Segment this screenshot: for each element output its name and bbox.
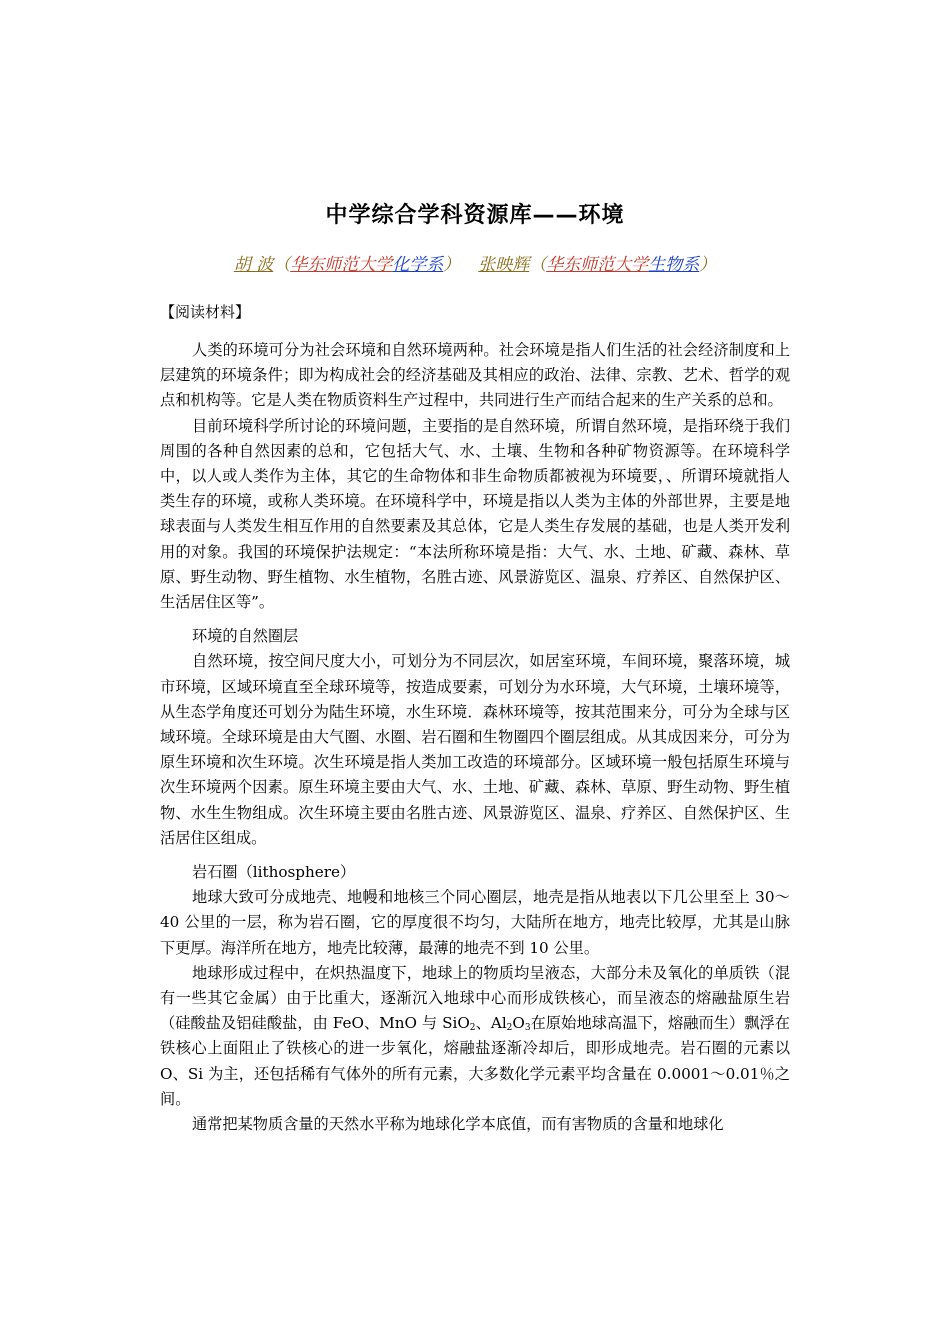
paragraph	[160, 961, 790, 1112]
paren-open: （	[529, 255, 547, 275]
paren-open: （	[273, 255, 291, 275]
paragraph: 人类的环境可分为社会环境和自然环境两种。社会环境是指人们生活的社会经济制度和上层建筑的环境条件；即为构成社会的经济基础及其相应的政治、法律、宗教、艺术、哲学的观点和机构等。它是人类在物质资料生产过程中，共同进行生产而结合起来的生产关系的总和。	[160, 341, 790, 410]
author-2-university-link[interactable]: 华东师范大学	[546, 255, 649, 275]
paragraph: 自然环境，按空间尺度大小，可划分为不同层次，如居室环境，车间环境，聚落环境，城市环境，区域环境直至全球环境等，按造成要素，可划分为水环境，大气环境，土壤环境等，从生态学角度还可划分为陆生环境，水生环境．森林环境等，按其范围来分，可分为全球与区域环境。全球环境是由大气圈、水圈、岩石圈和生物圈四个圈层组成。从其成因来分，可分为原生环境和次生环境。次生环境是指人类加工改造的环境部分。区域环境一般包括原生环境与次生环境两个因素。原生环境主要由大气、水、土地、矿藏、森林、草原、野生动物、野生植物、水生生物组成。次生环境主要由名胜古迹、风景游览区、温泉、疗养区、自然保护区、生活居住区组成。	[160, 652, 790, 847]
subscript: 2	[506, 1023, 513, 1034]
section-heading: 环境的自然圈层	[192, 627, 299, 646]
text-run: O	[512, 1014, 525, 1033]
author-line	[0, 250, 950, 275]
text-run: 在原始地球高温下，熔融而生）飘浮在铁核心上面阻止了铁核心的进一步氧化，熔融盐逐渐冷却后，即形成地壳。岩石圈的元素以 O、Si 为主，还包括稀有气体外的所有元素，大多数化学元素平均含量在 0.0001～0.01％之间。	[160, 1014, 790, 1108]
section-heading: 岩石圈（lithosphere）	[192, 863, 356, 882]
text-run: 地球形成过程中，在炽热温度下，地球上的物质均呈液态，大部分未及氧化的单质铁（混有一些其它金属）由于比重大，逐渐沉入地球中心而形成铁核心，而呈液态的熔融盐原生岩（硅酸盐及铝硅酸盐，由 FeO、MnO 与 SiO	[160, 963, 790, 1033]
author-1-name-link[interactable]: 胡 波	[233, 255, 274, 275]
author-1-department-link[interactable]: 化学系	[392, 255, 444, 275]
paren-close: ）	[443, 255, 461, 275]
paragraph: 地球大致可分成地壳、地幔和地核三个同心圈层，地壳是指从地表以下几公里至上 30～40 公里的一层，称为岩石圈，它的厚度很不均匀，大陆所在地方，地壳比较厚，尤其是山脉下更厚。海洋所在地方，地壳比较薄，最薄的地壳不到 10 公里。	[160, 888, 790, 957]
article-body	[160, 338, 790, 1137]
paragraph: 通常把某物质含量的天然水平称为地球化学本底值，而有害物质的含量和地球化	[192, 1115, 724, 1134]
paragraph: 目前环境科学所讨论的环境问题，主要指的是自然环境，所谓自然环境，是指环绕于我们周围的各种自然因素的总和，它包括大气、水、土壤、生物和各种矿物资源等。在环境科学中，以人或人类作为主体，其它的生命物体和非生命物质都被视为环境要，、所谓环境就指人类生存的环境，或称人类环境。在环境科学中，环境是指以人类为主体的外部世界，主要是地球表面与人类发生相互作用的自然要素及其总体，它是人类生存发展的基础，也是人类开发利用的对象。我国的环境保护法规定：“本法所称环境是指：大气、水、土地、矿藏、森林、草原、野生动物、野生植物、水生植物，名胜古迹、风景游览区、温泉、疗养区、自然保护区、生活居住区等”。	[160, 416, 790, 612]
section-tag: 【阅读材料】	[160, 303, 251, 321]
paren-close: ）	[699, 255, 717, 275]
author-2-department-link[interactable]: 生物系	[648, 255, 700, 275]
author-1-university-link[interactable]: 华东师范大学	[290, 255, 393, 275]
subscript: 2	[469, 1023, 476, 1034]
author-2-name-link[interactable]: 张映辉	[478, 255, 530, 275]
page-title: 中学综合学科资源库——环境	[325, 203, 625, 228]
text-run: 、Al	[475, 1014, 507, 1033]
subscript: 3	[524, 1023, 531, 1034]
